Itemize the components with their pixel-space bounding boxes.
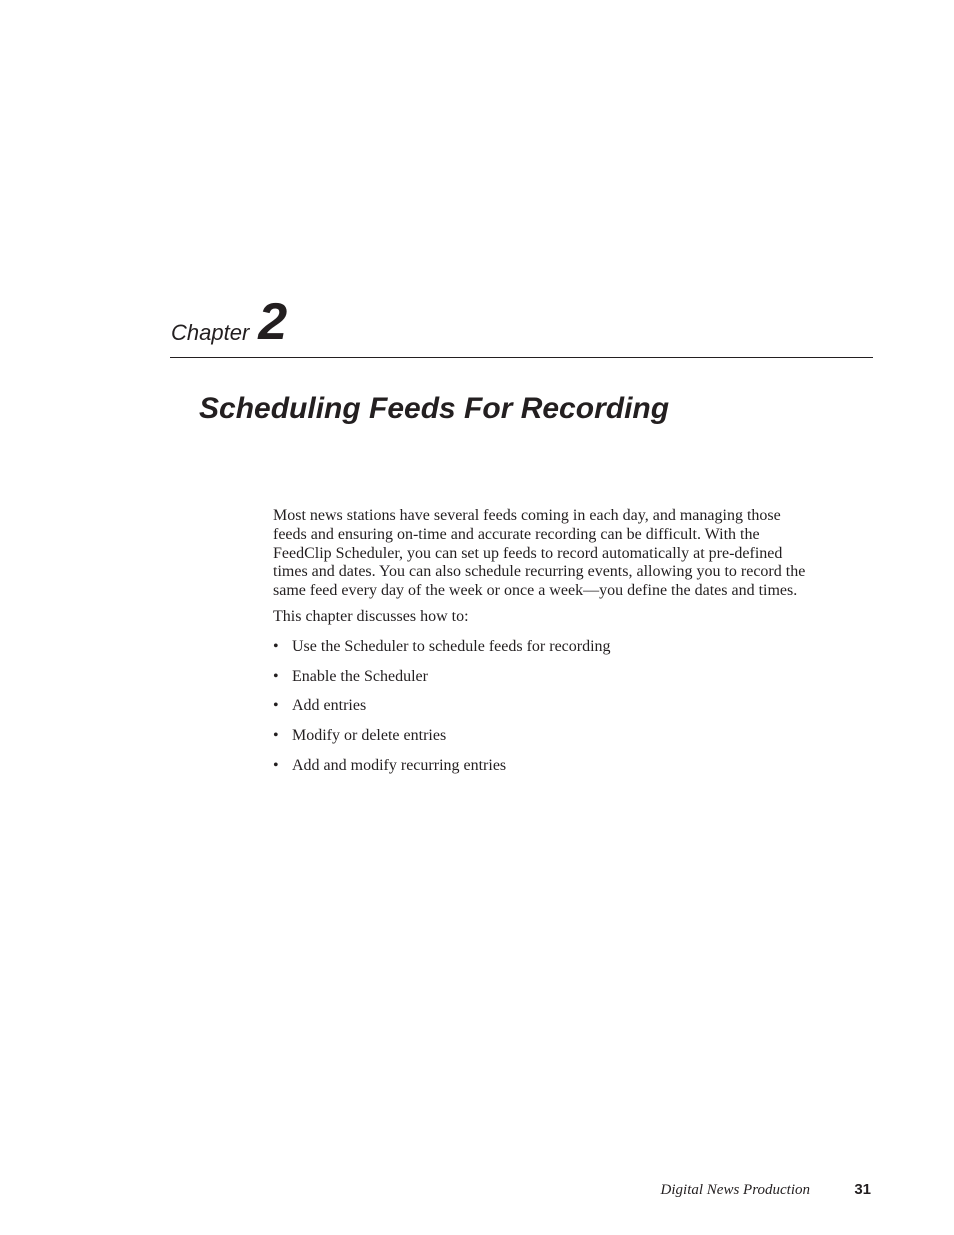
list-item [273,757,818,776]
chapter-body [273,507,818,787]
chapter-number: 2 [258,293,288,351]
list-item [273,727,818,746]
bullet-icon: • [273,667,279,685]
bullet-icon: • [273,727,279,745]
chapter-label: Chapter [171,320,250,345]
bullet-icon: • [273,637,279,655]
footer-title: Digital News Production [660,1182,810,1198]
list-item-text: Add entries [292,697,367,715]
list-item-text: Use the Scheduler to schedule feeds for recording [292,637,611,655]
bullet-icon: • [273,756,279,774]
list-item [273,668,818,687]
chapter-title: Scheduling Feeds For Recording [199,392,670,425]
list-item-text: Add and modify recurring entries [292,756,507,774]
list-item-text: Enable the Scheduler [292,667,428,685]
bullet-icon: • [273,697,279,715]
list-item [273,697,818,716]
list-item-text: Modify or delete entries [292,727,447,745]
page-number: 31 [854,1181,871,1198]
list-item [273,638,818,657]
page-footer [0,1180,954,1200]
chapter-heading [171,293,288,351]
chapter-divider [170,357,873,358]
intro-paragraph: Most news stations have several feeds coming in each day, and managing those feeds and ensuring on-time and accurate recording can be difficult. With the FeedClip Scheduler, you can set up feeds to record automatically at pre-defined times and dates. You can also schedule recurring events, allowing you to record the same feed every day of the week or once a week—you define the dates and times. [273,507,806,600]
lead-in-paragraph: This chapter discusses how to: [273,607,469,625]
topics-list [273,638,818,776]
